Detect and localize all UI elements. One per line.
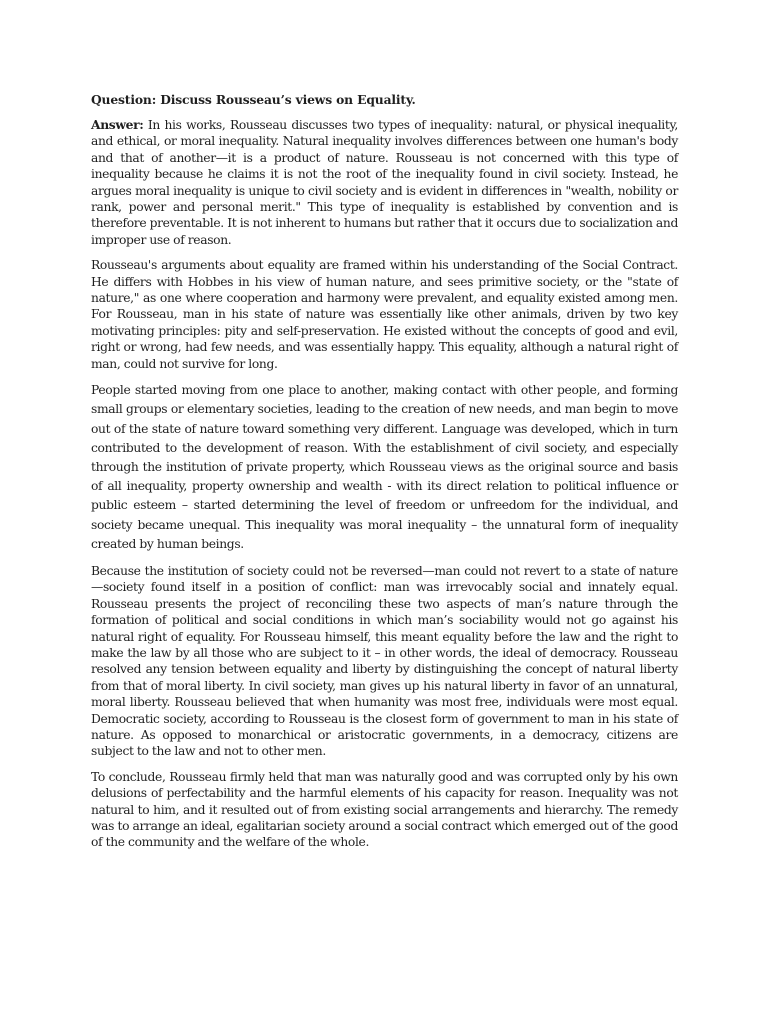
paragraph-conclusion: To conclude, Rousseau firmly held that man was naturally good and was corrupted only by his own delusions of perfectability and the harmful elements of his capacity for reason. Inequality was not natural to him, and it resulted out of from existing social arrangements and hierarchy. The remedy was to arrange an ideal, egalitarian society around a social contract which emerged out of the good of the community and the welfare of the whole. bbox=[91, 769, 678, 850]
paragraph-democracy: Because the institution of society could not be reversed—man could not revert to a state of nature—society found itself in a position of conflict: man was irrevocably social and innately equal. Rousseau presents the project of reconciling these two aspects of man’s nature through the formation of political and social conditions in which man’s sociability would not go against his natural right of equality. For Rousseau himself, this meant equality before the law and the right to make the law by all those who are subject to it – in other words, the ideal of democracy. Rousseau resolved any tension between equality and liberty by distinguishing the concept of natural liberty from that of moral liberty. In civil society, man gives up his natural liberty in favor of an unnatural, moral liberty. Rousseau believed that when humanity was most free, individuals were most equal. Democratic society, according to Rousseau is the closest form of government to man in his state of nature. As opposed to monarchical or aristocratic governments, in a democracy, citizens are subject to the law and not to other men. bbox=[91, 563, 678, 759]
paragraph-civil-society: People started moving from one place to another, making contact with other people, and forming small groups or elementary societies, leading to the creation of new needs, and man begin to move out of the state of nature toward something very different. Language was developed, which in turn contributed to the development of reason. With the establishment of civil society, and especially through the institution of private property, which Rousseau views as the original source and basis of all inequality, property ownership and wealth - with its direct relation to political influence or public esteem – started determining the level of freedom or unfreedom for the individual, and society became unequal. This inequality was moral inequality – the unnatural form of inequality created by human beings. bbox=[91, 383, 678, 551]
paragraph-text: In his works, Rousseau discusses two types of inequality: natural, or physical inequality, and ethical, or moral inequality. Natural inequality involves differences between one human's body and that of another—it is a product of nature. Rousseau is not concerned with this type of inequality because he claims it is not the root of the inequality found in civil society. Instead, he argues moral inequality is unique to civil society and is evident in differences in "wealth, nobility or rank, power and personal merit." This type of inequality is established by convention and is therefore preventable. It is not inherent to humans but rather that it occurs due to socialization and improper use of reason. bbox=[91, 118, 678, 247]
answer-paragraph bbox=[91, 117, 678, 248]
paragraph-social-contract: Rousseau's arguments about equality are framed within his understanding of the Social Contract. He differs with Hobbes in his view of human nature, and sees primitive society, or the "state of nature," as one where cooperation and harmony were prevalent, and equality existed among men. For Rousseau, man in his state of nature was essentially like other animals, driven by two key motivating principles: pity and self-preservation. He existed without the concepts of good and evil, right or wrong, had few needs, and was essentially happy. This equality, although a natural right of man, could not survive for long. bbox=[91, 258, 678, 371]
answer-label: Answer: bbox=[91, 117, 144, 132]
question-heading: Question: Discuss Rousseau’s views on Equality. bbox=[91, 92, 416, 107]
